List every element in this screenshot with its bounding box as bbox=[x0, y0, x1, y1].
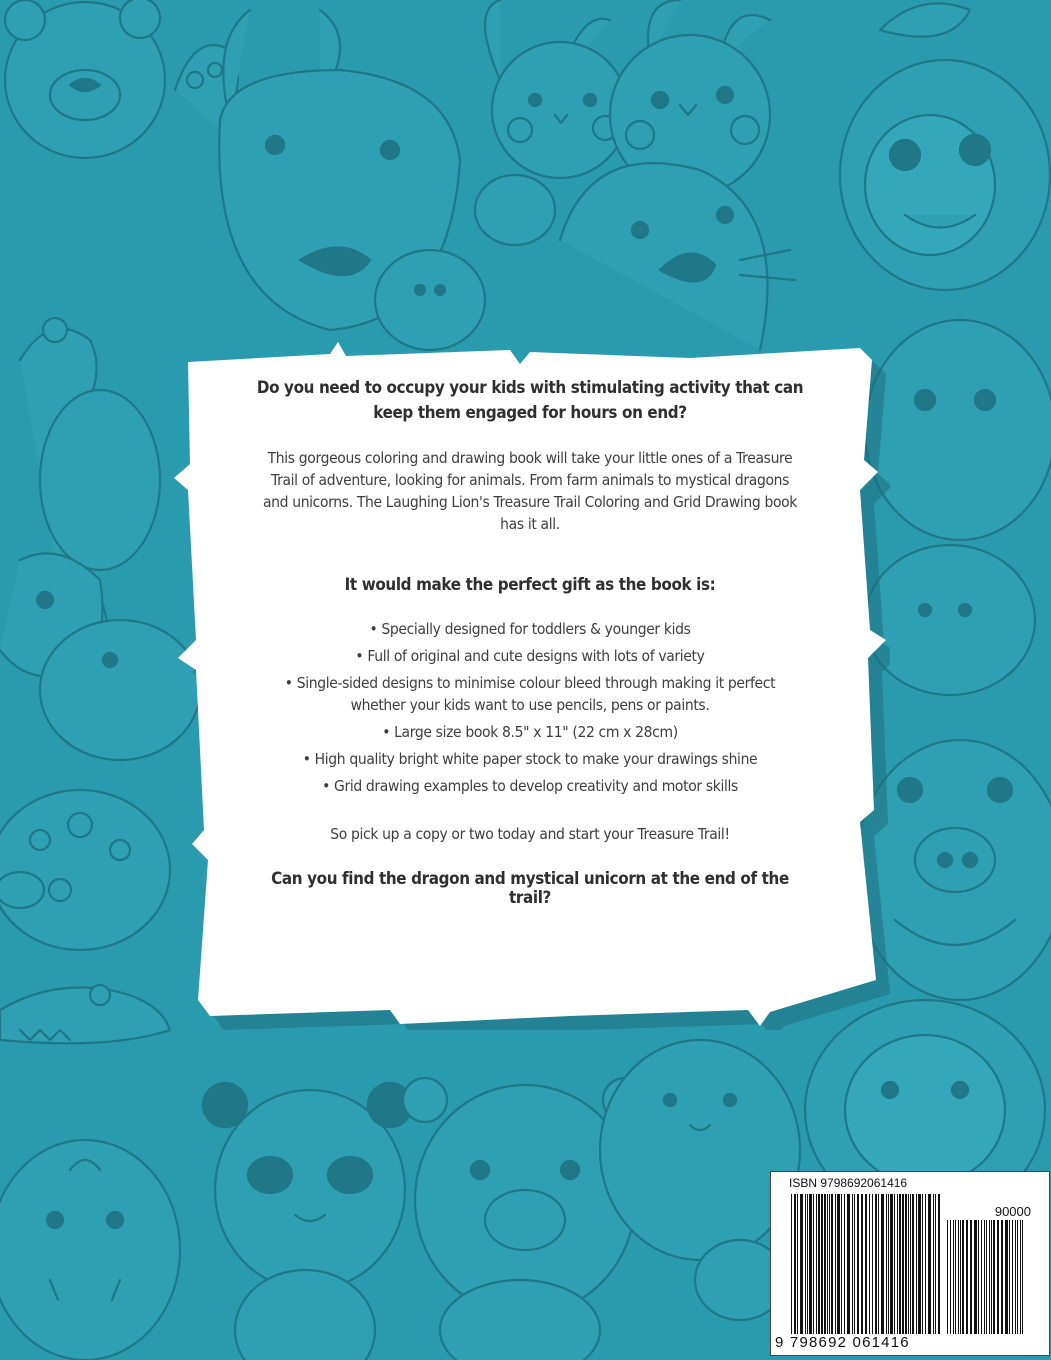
description-text bbox=[230, 375, 830, 907]
panel-question: Can you find the dragon and mystical unicorn at the end of the trail? bbox=[271, 869, 789, 907]
isbn-label: ISBN 9798692061416 bbox=[789, 1176, 908, 1190]
feature-list bbox=[230, 618, 830, 797]
sheep-doodle-icon bbox=[865, 320, 1051, 695]
leopard-doodle-icon bbox=[0, 790, 170, 950]
list-item: • Specially designed for toddlers & younger kids bbox=[369, 620, 691, 638]
list-item: • Full of original and cute designs with lots of variety bbox=[355, 647, 705, 665]
isbn-barcode bbox=[770, 1171, 1050, 1356]
panel-subheading: It would make the perfect gift as the book is: bbox=[344, 575, 716, 594]
list-item: • Single-sided designs to minimise colour bleed through making it perfect whether your kids want to use pencils, pens or paints. bbox=[284, 674, 776, 714]
panel-body: This gorgeous coloring and drawing book will take your little ones of a Treasure Trail of adventure, looking for animals. From farm animals to mystical dragons and unicorns. The Laughing Lion's Treasure Trail Coloring and Grid Drawing book has it all. bbox=[262, 449, 798, 533]
description-panel bbox=[170, 340, 890, 1030]
barcode-digits: 9 798692 061416 bbox=[775, 1334, 910, 1351]
barcode-addon-bars-icon bbox=[947, 1220, 1025, 1334]
price-code: 90000 bbox=[994, 1204, 1031, 1219]
barcode-bars-icon bbox=[791, 1194, 943, 1334]
panel-closing: So pick up a copy or two today and start your Treasure Trail! bbox=[330, 825, 730, 843]
tiger-doodle-icon bbox=[0, 1140, 180, 1360]
list-item: • Large size book 8.5" x 11" (22 cm x 28cm) bbox=[382, 723, 678, 741]
list-item: • Grid drawing examples to develop creativity and motor skills bbox=[322, 777, 738, 795]
list-item: • High quality bright white paper stock to make your drawings shine bbox=[302, 750, 758, 768]
panel-heading: Do you need to occupy your kids with stimulating activity that can keep them engaged for hours on end? bbox=[256, 378, 804, 422]
